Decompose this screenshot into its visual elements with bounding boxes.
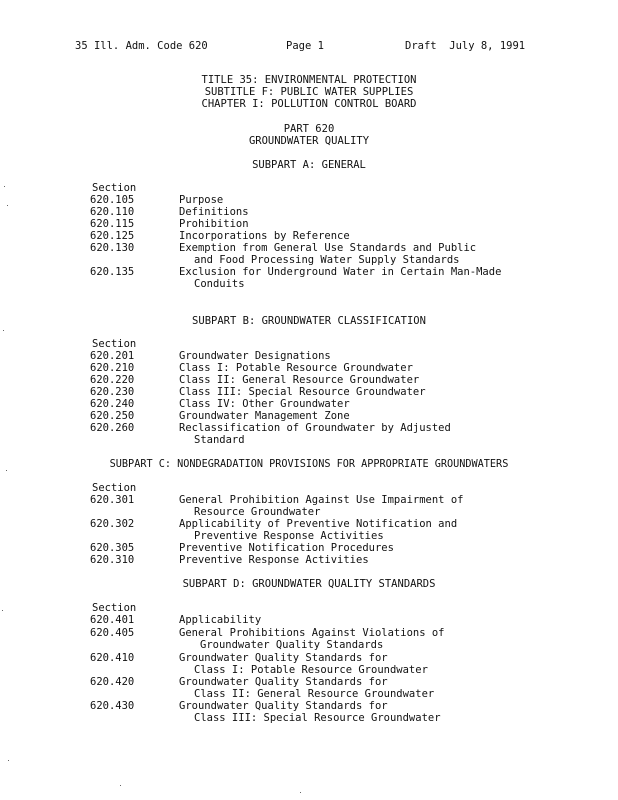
section-title: Prohibition <box>179 218 249 230</box>
section-title: Class IV: Other Groundwater <box>179 398 350 410</box>
subpart-heading: SUBPART C: NONDEGRADATION PROVISIONS FOR APPROPRIATE GROUNDWATERS <box>109 459 509 470</box>
toc-entry <box>90 518 570 542</box>
section-column-label: Section <box>92 482 137 494</box>
section-title-continuation: and Food Processing Water Supply Standards <box>194 254 460 266</box>
section-number: 620.240 <box>90 398 135 410</box>
toc-entry <box>90 386 570 398</box>
section-number: 620.401 <box>90 614 135 626</box>
toc-entry <box>90 494 570 518</box>
scan-speck <box>2 610 3 611</box>
toc-entry <box>90 398 570 410</box>
toc-entry <box>90 206 570 218</box>
toc-entry <box>90 362 570 374</box>
section-number: 620.250 <box>90 410 135 422</box>
subpart-heading: SUBPART D: GROUNDWATER QUALITY STANDARDS <box>182 578 436 590</box>
section-title: Applicability of Preventive Notification and <box>179 518 458 530</box>
section-title: Groundwater Quality Standards for <box>179 700 388 712</box>
section-title: Exclusion for Underground Water in Certain Man-Made <box>179 266 502 278</box>
section-title-continuation: Preventive Response Activities <box>194 530 384 542</box>
section-number: 620.110 <box>90 206 135 218</box>
section-title: General Prohibition Against Use Impairment of <box>179 494 464 506</box>
section-title: Applicability <box>179 614 262 626</box>
section-title-continuation: Class III: Special Resource Groundwater <box>194 712 441 724</box>
section-title-continuation: Resource Groundwater <box>194 506 321 518</box>
section-number: 620.210 <box>90 362 135 374</box>
section-title: Class I: Potable Resource Groundwater <box>179 362 413 374</box>
section-column-label: Section <box>92 338 137 350</box>
section-number: 620.230 <box>90 386 135 398</box>
section-title: Purpose <box>179 194 224 206</box>
title: TITLE 35: ENVIRONMENTAL PROTECTION <box>201 74 417 86</box>
section-number: 620.220 <box>90 374 135 386</box>
scan-speck <box>120 785 121 786</box>
subtitle: SUBTITLE F: PUBLIC WATER SUPPLIES <box>204 86 414 98</box>
section-number: 620.302 <box>90 518 135 530</box>
toc-entry <box>90 542 570 554</box>
toc-entry <box>90 627 570 651</box>
section-number: 620.125 <box>90 230 135 242</box>
section-title: Groundwater Quality Standards for <box>179 652 388 664</box>
section-number: 620.405 <box>90 627 135 639</box>
section-title: Preventive Response Activities <box>179 554 369 566</box>
scan-speck <box>4 186 5 187</box>
section-number: 620.135 <box>90 266 135 278</box>
scan-speck <box>3 330 4 331</box>
header-page: Page 1 <box>286 40 324 52</box>
header-code: 35 Ill. Adm. Code 620 <box>75 40 208 52</box>
section-number: 620.301 <box>90 494 135 506</box>
part-number: PART 620 <box>283 123 335 135</box>
toc-entry <box>90 350 570 362</box>
toc-entry <box>90 652 570 676</box>
scan-speck <box>7 205 8 206</box>
section-number: 620.420 <box>90 676 135 688</box>
part-name: GROUNDWATER QUALITY <box>248 135 370 147</box>
section-number: 620.105 <box>90 194 135 206</box>
toc-entry <box>90 374 570 386</box>
section-title: General Prohibitions Against Violations of <box>179 627 445 639</box>
toc-entry <box>90 242 570 266</box>
section-column-label: Section <box>92 182 137 194</box>
section-title: Groundwater Quality Standards for <box>179 676 388 688</box>
chapter: CHAPTER I: POLLUTION CONTROL BOARD <box>201 98 417 110</box>
section-title: Groundwater Management Zone <box>179 410 350 422</box>
section-title-continuation: Class I: Potable Resource Groundwater <box>194 664 428 676</box>
section-number: 620.201 <box>90 350 135 362</box>
scan-speck <box>8 760 9 761</box>
section-column-label: Section <box>92 602 137 614</box>
section-number: 620.130 <box>90 242 135 254</box>
toc-entry <box>90 700 570 724</box>
header-draft-date: Draft July 8, 1991 <box>405 40 526 52</box>
section-title: Class III: Special Resource Groundwater <box>179 386 426 398</box>
section-title: Incorporations by Reference <box>179 230 350 242</box>
subpart-heading: SUBPART B: GROUNDWATER CLASSIFICATION <box>192 315 426 327</box>
toc-entry <box>90 230 570 242</box>
section-title-continuation: Groundwater Quality Standards <box>200 639 384 651</box>
section-title: Class II: General Resource Groundwater <box>179 374 420 386</box>
scan-speck <box>6 470 7 471</box>
section-number: 620.430 <box>90 700 135 712</box>
section-number: 620.310 <box>90 554 135 566</box>
section-title-continuation: Class II: General Resource Groundwater <box>194 688 435 700</box>
toc-entry <box>90 266 570 290</box>
toc-entry <box>90 194 570 206</box>
section-title: Reclassification of Groundwater by Adjusted <box>179 422 451 434</box>
toc-entry <box>90 410 570 422</box>
section-title: Exemption from General Use Standards and Public <box>179 242 477 254</box>
toc-entry <box>90 554 570 566</box>
toc-entry <box>90 218 570 230</box>
section-title: Groundwater Designations <box>179 350 331 362</box>
section-number: 620.260 <box>90 422 135 434</box>
toc-entry <box>90 422 570 446</box>
section-number: 620.410 <box>90 652 135 664</box>
toc-entry <box>90 676 570 700</box>
section-title: Definitions <box>179 206 249 218</box>
section-number: 620.305 <box>90 542 135 554</box>
section-title-continuation: Conduits <box>194 278 245 290</box>
section-number: 620.115 <box>90 218 135 230</box>
section-title: Preventive Notification Procedures <box>179 542 394 554</box>
toc-entry <box>90 614 570 626</box>
scan-speck <box>300 792 301 793</box>
section-title-continuation: Standard <box>194 434 245 446</box>
subpart-heading: SUBPART A: GENERAL <box>252 159 366 171</box>
